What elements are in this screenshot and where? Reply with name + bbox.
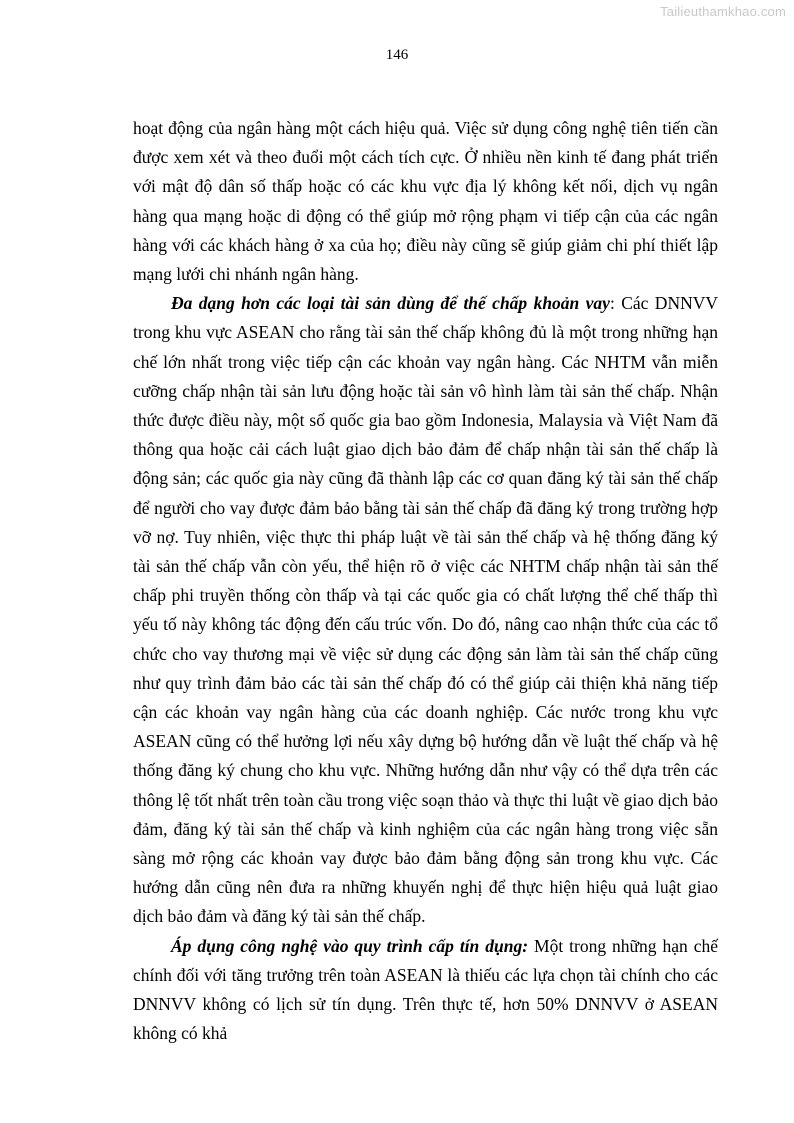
paragraph-2 [133, 289, 718, 931]
paragraph-text: hoạt động của ngân hàng một cách hiệu quả. Việc sử dụng công nghệ tiên tiến cần được xem xét và theo đuổi một cách tích cực. Ở nhiều nền kinh tế đang phát triển với mật độ dân số thấp hoặc có các khu vực địa lý không kết nối, dịch vụ ngân hàng qua mạng hoặc di động có thể giúp mở rộng phạm vi tiếp cận của các ngân hàng với các khách hàng ở xa của họ; điều này cũng sẽ giúp giảm chi phí thiết lập mạng lưới chi nhánh ngân hàng. [133, 118, 718, 285]
paragraph-text: Một trong những hạn chế chính đối với tăng trưởng trên toàn ASEAN là thiếu các lựa chọn tài chính cho các DNNVV không có lịch sử tín dụng. Trên thực tế, hơn 50% DNNVV ở ASEAN không có khả [133, 935, 718, 1044]
watermark: Tailieuthamkhao.com [660, 4, 786, 19]
paragraph-1 [133, 114, 718, 289]
document-body [133, 114, 718, 1049]
paragraph-heading: Đa dạng hơn các loại tài sản dùng để thế chấp khoản vay [171, 293, 610, 314]
paragraph-text: : Các DNNVV trong khu vực ASEAN cho rằng tài sản thế chấp không đủ là một trong những hạn chế lớn nhất trong việc tiếp cận các khoản vay ngân hàng. Các NHTM vẫn miễn cưỡng chấp nhận tài sản lưu động hoặc tài sản vô hình làm tài sản thế chấp. Nhận thức được điều này, một số quốc gia bao gồm Indonesia, Malaysia và Việt Nam đã thông qua hoặc cải cách luật giao dịch bảo đảm để chấp nhận tài sản thế chấp là động sản; các quốc gia này cũng đã thành lập các cơ quan đăng ký tài sản thế chấp để người cho vay được đảm bảo bằng tài sản thế chấp đã đăng ký trong trường hợp vỡ nợ. Tuy nhiên, việc thực thi pháp luật về tài sản thế chấp và hệ thống đăng ký tài sản thế chấp vẫn còn yếu, thể hiện rõ ở việc các NHTM chấp nhận tài sản thế chấp phi truyền thống còn thấp và tại các quốc gia có chất lượng thể chế thấp thì yếu tố này không tác động đến cấu trúc vốn. Do đó, nâng cao nhận thức của các tổ chức cho vay thương mại về việc sử dụng các động sản làm tài sản thế chấp cũng như quy trình đảm bảo các tài sản thế chấp đó có thể giúp cải thiện khả năng tiếp cận các khoản vay ngân hàng của các doanh nghiệp. Các nước trong khu vực ASEAN cũng có thể hưởng lợi nếu xây dựng bộ hướng dẫn về luật thế chấp và hệ thống đăng ký chung cho khu vực. Những hướng dẫn như vậy có thể dựa trên các thông lệ tốt nhất trên toàn cầu trong việc soạn thảo và thực thi luật về giao dịch bảo đảm, đăng ký tài sản thế chấp và kinh nghiệm của các ngân hàng trong việc sẵn sàng mở rộng các khoản vay được bảo đảm bằng động sản trong khu vực. Các hướng dẫn cũng nên đưa ra những khuyến nghị để thực hiện hiệu quả luật giao dịch bảo đảm và đăng ký tài sản thế chấp. [133, 293, 718, 927]
page-number: 146 [385, 47, 409, 63]
paragraph-3 [133, 932, 718, 1049]
paragraph-heading: Áp dụng công nghệ vào quy trình cấp tín dụng: [171, 935, 529, 956]
